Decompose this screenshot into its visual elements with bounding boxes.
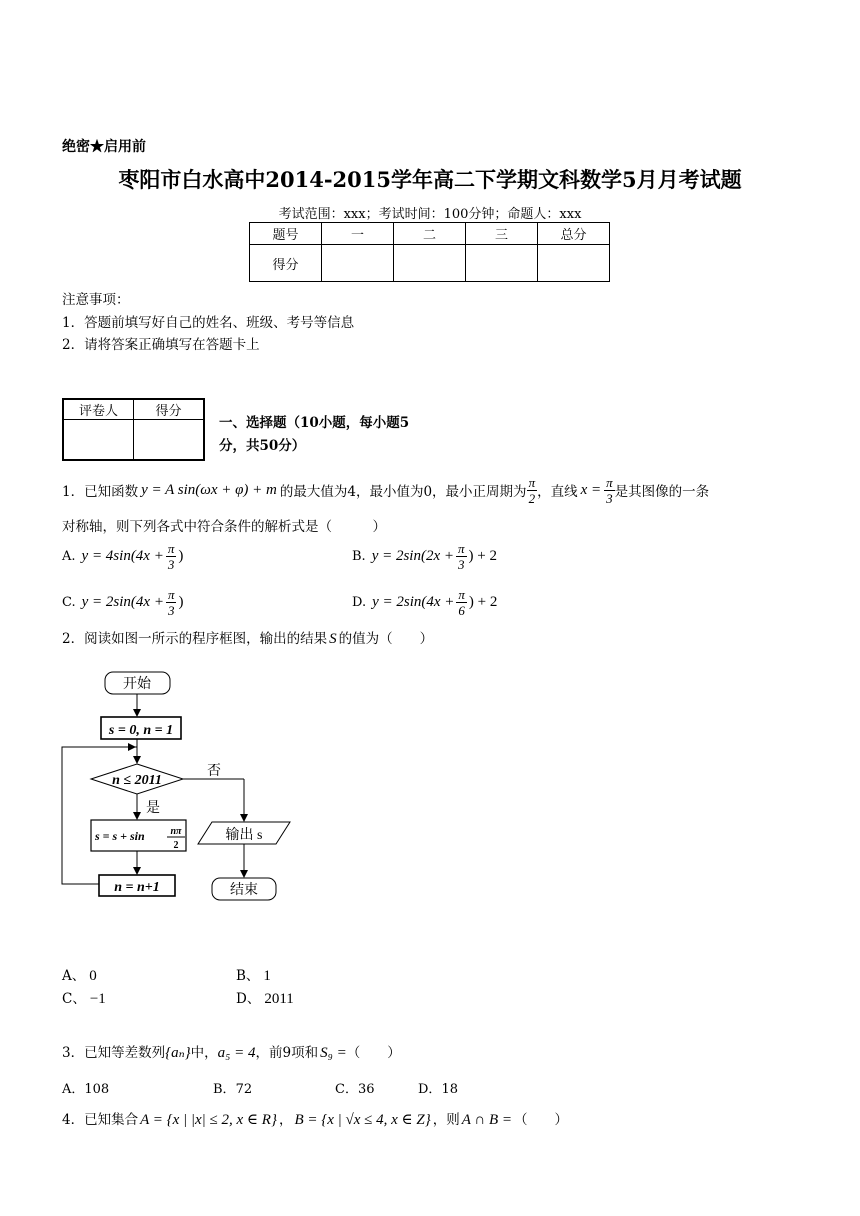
option-label: D． — [418, 1082, 442, 1097]
option-value: −1 — [89, 991, 106, 1007]
option-label: D、 — [236, 991, 261, 1007]
option-expr: y = 2sin(4x + — [372, 593, 455, 610]
option-label: A、 — [62, 968, 86, 984]
flow-update-den: 2 — [173, 840, 179, 851]
q2-var: S — [329, 631, 337, 647]
option-expr-end: ) — [178, 593, 184, 610]
frac-den: 3 — [167, 602, 175, 618]
q3-sum: S₉ = — [320, 1045, 347, 1061]
option-value: 72 — [235, 1082, 253, 1097]
grader-cell[interactable] — [63, 420, 134, 460]
q3-option-d[interactable] — [418, 1078, 458, 1097]
note-item: 2．请将答案正确填写在答题卡上 — [62, 337, 260, 353]
option-value: 2011 — [264, 991, 294, 1007]
q1-period-fraction — [527, 476, 538, 505]
flow-no-label: 否 — [207, 764, 221, 779]
flow-end-text: 结束 — [230, 883, 258, 898]
score-header-cell: 题号 — [250, 223, 322, 245]
q4-text: ， — [278, 1112, 293, 1128]
frac-den: 6 — [458, 602, 465, 618]
frac-num: π — [458, 540, 465, 556]
flow-init-text: s = 0, n = 1 — [108, 723, 174, 738]
option-label: C． — [335, 1082, 358, 1097]
q3-cond: a₅ = 4 — [217, 1045, 256, 1061]
q4-expr: A ∩ B = — [461, 1112, 513, 1128]
q1-text: 的最大值为4，最小值为0，最小正周期为 — [279, 484, 527, 500]
q2-option-a[interactable] — [62, 964, 97, 985]
q1-option-b[interactable] — [352, 536, 497, 576]
q3-text: （ ） — [346, 1045, 401, 1061]
q1-text: 是其图像的一条 — [614, 484, 710, 500]
q4-set-a: A = {x | |x| ≤ 2, x ∈ R} — [140, 1112, 277, 1128]
q1-prefix: 1．已知函数 — [62, 484, 139, 500]
option-fraction — [166, 588, 177, 617]
q2-text: 2．阅读如图一所示的程序框图，输出的结果 — [62, 631, 328, 647]
option-label: D. — [352, 594, 367, 610]
question-4 — [62, 1108, 568, 1129]
q1-function: y = A sin(ωx + φ) + m — [141, 481, 277, 498]
option-value: 0 — [89, 968, 97, 984]
option-label: B． — [213, 1082, 236, 1097]
flow-output-text: 输出 s — [225, 828, 263, 843]
option-value: 1 — [263, 968, 271, 984]
option-expr: y = 2sin(2x + — [371, 547, 454, 564]
section-title-line1: 一、选择题（10小题，每小题5 — [219, 415, 410, 431]
flow-condition-text: n ≤ 2011 — [112, 773, 162, 788]
question-2 — [62, 627, 433, 648]
q3-text: ，前9项和 — [255, 1045, 319, 1061]
score-cell[interactable] — [466, 245, 538, 282]
exam-info: 考试范围：xxx；考试时间：100分钟；命题人：xxx — [278, 207, 582, 222]
q3-seq: {aₙ} — [165, 1045, 191, 1061]
q3-option-c[interactable] — [335, 1078, 375, 1097]
q4-text: （ ） — [514, 1112, 569, 1128]
exam-title: 枣阳市白水高中2014-2015学年高二下学期文科数学5月月考试题 — [118, 167, 742, 192]
score-cell[interactable] — [322, 245, 394, 282]
frac-den: 3 — [458, 556, 465, 572]
flow-yes-label: 是 — [146, 801, 160, 816]
flow-update-text: s = s + sin — [95, 829, 145, 843]
q1-axis-lhs: x = — [580, 481, 602, 498]
option-fraction — [456, 588, 467, 617]
q2-text-end: 的值为（ ） — [338, 631, 434, 647]
question-1 — [62, 470, 709, 510]
option-label: C、 — [62, 991, 86, 1007]
score-header-cell: 三 — [466, 223, 538, 245]
option-label: A. — [62, 548, 76, 564]
option-expr: y = 2sin(4x + — [81, 593, 164, 610]
frac-num: π — [458, 586, 465, 602]
section-title-line2: 分，共50分） — [219, 438, 306, 454]
grader-header: 评卷人 — [63, 399, 134, 420]
q1-option-c[interactable] — [62, 582, 183, 622]
q1-option-d[interactable] — [352, 582, 497, 622]
q4-set-b: B = {x | √x ≤ 4, x ∈ Z} — [294, 1112, 431, 1128]
grader-header: 得分 — [134, 399, 205, 420]
option-expr-end: ) — [178, 547, 184, 564]
option-value: 36 — [357, 1082, 375, 1097]
q3-text: 中， — [190, 1045, 218, 1061]
q1-option-a[interactable] — [62, 536, 183, 576]
score-table — [249, 222, 610, 282]
note-item: 1．答题前填写好自己的姓名、班级、考号等信息 — [62, 315, 355, 331]
q1-axis-fraction — [604, 476, 615, 505]
option-value: 18 — [441, 1082, 458, 1097]
q1-text: ，直线 — [537, 484, 578, 500]
q2-option-c[interactable] — [62, 987, 106, 1008]
score-header-cell: 二 — [394, 223, 466, 245]
option-fraction — [166, 542, 177, 571]
option-label: B、 — [236, 968, 260, 984]
q4-text: 4．已知集合 — [62, 1112, 139, 1128]
option-label: B. — [352, 548, 366, 564]
q2-option-d[interactable] — [236, 987, 294, 1008]
frac-den: 3 — [606, 490, 613, 506]
frac-num: π — [167, 540, 175, 556]
score-header-cell: 一 — [322, 223, 394, 245]
q3-text: 3．已知等差数列 — [62, 1045, 166, 1061]
option-value: 108 — [84, 1082, 110, 1097]
option-label: C. — [62, 594, 76, 610]
q3-option-a[interactable] — [62, 1078, 109, 1097]
frac-den: 2 — [528, 490, 536, 506]
secret-label: 绝密★启用前 — [62, 139, 146, 155]
flow-start-text: 开始 — [123, 677, 151, 692]
grader-cell[interactable] — [134, 420, 205, 460]
q4-text: ，则 — [432, 1112, 460, 1128]
option-expr-end: ) + 2 — [468, 547, 497, 564]
option-expr: y = 4sin(4x + — [81, 547, 164, 564]
flow-increment-text: n = n+1 — [114, 880, 160, 895]
frac-num: π — [167, 586, 175, 602]
score-header-cell: 总分 — [538, 223, 610, 245]
flow-update-num: nπ — [170, 826, 182, 837]
q2-option-b[interactable] — [236, 964, 271, 985]
score-cell[interactable] — [538, 245, 610, 282]
question-3 — [62, 1041, 401, 1062]
frac-num: π — [606, 474, 613, 490]
frac-den: 3 — [167, 556, 175, 572]
option-fraction — [456, 542, 467, 571]
option-label: A． — [62, 1082, 85, 1097]
score-row-label: 得分 — [250, 245, 322, 282]
notes-heading: 注意事项： — [62, 292, 130, 308]
flowchart — [0, 660, 320, 910]
frac-num: π — [528, 474, 536, 490]
option-expr-end: ) + 2 — [468, 593, 498, 610]
q3-option-b[interactable] — [213, 1078, 252, 1097]
score-cell[interactable] — [394, 245, 466, 282]
grader-table — [62, 398, 205, 461]
q1-line2: 对称轴，则下列各式中符合条件的解析式是（ ） — [62, 519, 386, 535]
